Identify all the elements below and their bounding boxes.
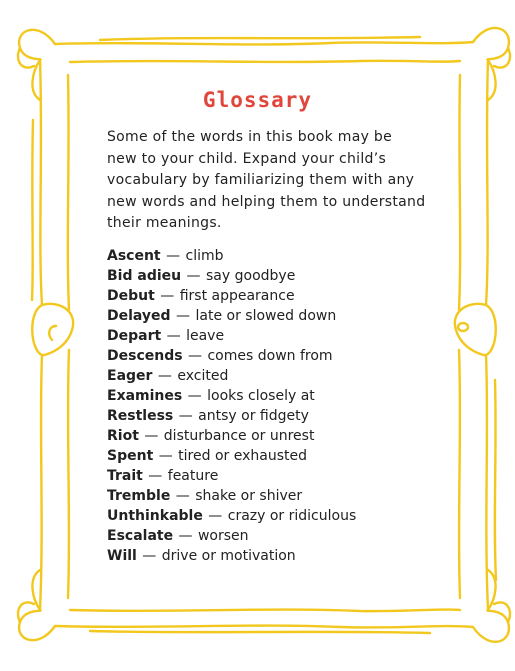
glossary-entry [107, 266, 437, 286]
separator: — [171, 308, 195, 324]
glossary-definition: comes down from [207, 348, 333, 364]
glossary-entry [107, 446, 437, 466]
glossary-entry [107, 246, 437, 266]
glossary-definition: say goodbye [206, 268, 296, 284]
glossary-term: Ascent [107, 248, 161, 264]
glossary-definition: first appearance [179, 288, 295, 304]
glossary-term: Restless [107, 408, 174, 424]
separator: — [154, 448, 178, 464]
frame-outer-top [55, 42, 473, 44]
glossary-entry [107, 506, 437, 526]
glossary-entry [107, 426, 437, 446]
glossary-entry [107, 326, 437, 346]
glossary-term: Bid adieu [107, 268, 182, 284]
frame-inner-bottom [70, 609, 460, 611]
glossary-term: Trait [107, 468, 143, 484]
glossary-definition: leave [186, 328, 225, 344]
glossary-list [107, 246, 437, 566]
glossary-definition: shake or shiver [195, 488, 303, 504]
glossary-entry [107, 486, 437, 506]
separator: — [161, 248, 185, 264]
glossary-term: Escalate [107, 528, 174, 544]
glossary-entry [107, 546, 437, 566]
glossary-definition: feature [167, 468, 219, 484]
intro-paragraph [107, 127, 437, 235]
separator: — [183, 348, 207, 364]
frame-medallion-left [32, 304, 73, 355]
glossary-definition: worsen [197, 528, 249, 544]
frame-medallion-right [455, 304, 496, 355]
separator: — [174, 408, 198, 424]
frame-outer-left [40, 60, 42, 610]
page-title: Glossary [202, 88, 313, 112]
glossary-definition: excited [177, 368, 229, 384]
glossary-term: Spent [107, 448, 154, 464]
glossary-entry [107, 526, 437, 546]
glossary-definition: climb [185, 248, 224, 264]
separator: — [183, 388, 207, 404]
intro-line: new to your child. Expand your child’s [107, 150, 387, 167]
separator: — [139, 428, 163, 444]
separator: — [174, 528, 197, 544]
glossary-entry [107, 366, 437, 386]
glossary-term: Delayed [107, 308, 171, 324]
intro-line: Some of the words in this book may be [107, 129, 393, 145]
separator: — [137, 548, 161, 564]
glossary-entry [107, 306, 437, 326]
separator: — [143, 468, 167, 484]
glossary-term: Riot [107, 428, 139, 444]
separator: — [162, 328, 186, 344]
frame-outer-right [486, 60, 488, 610]
glossary-term: Eager [107, 368, 153, 384]
separator: — [203, 508, 227, 524]
glossary-definition: crazy or ridiculous [227, 508, 357, 524]
frame-inner-top [70, 61, 460, 62]
intro-line: vocabulary by familiarizing them with any [107, 172, 415, 188]
glossary-definition: antsy or fidgety [198, 408, 309, 424]
glossary-entry [107, 466, 437, 486]
glossary-term: Tremble [107, 488, 171, 504]
glossary-term: Examines [107, 388, 183, 404]
intro-line: new words and helping them to understand [107, 193, 426, 210]
separator: — [171, 488, 195, 504]
glossary-term: Unthinkable [107, 508, 203, 524]
glossary-entry [107, 406, 437, 426]
glossary-term: Debut [107, 288, 155, 304]
separator: — [153, 368, 177, 384]
glossary-definition: disturbance or unrest [163, 428, 315, 444]
glossary-definition: looks closely at [207, 388, 315, 404]
glossary-term: Descends [107, 348, 183, 364]
glossary-term: Will [107, 548, 137, 564]
frame-corner-bottom-right [473, 570, 509, 642]
intro-line: their meanings. [107, 215, 222, 231]
glossary-term: Depart [107, 328, 162, 344]
glossary-entry [107, 386, 437, 406]
frame-outer-bottom [55, 626, 473, 628]
glossary-definition: late or slowed down [195, 308, 337, 324]
glossary-entry [107, 286, 437, 306]
glossary-definition: tired or exhausted [178, 448, 307, 464]
separator: — [182, 268, 206, 284]
glossary-definition: drive or motivation [161, 548, 296, 564]
separator: — [155, 288, 179, 304]
frame-corner-bottom-left [19, 570, 55, 640]
glossary-entry [107, 346, 437, 366]
